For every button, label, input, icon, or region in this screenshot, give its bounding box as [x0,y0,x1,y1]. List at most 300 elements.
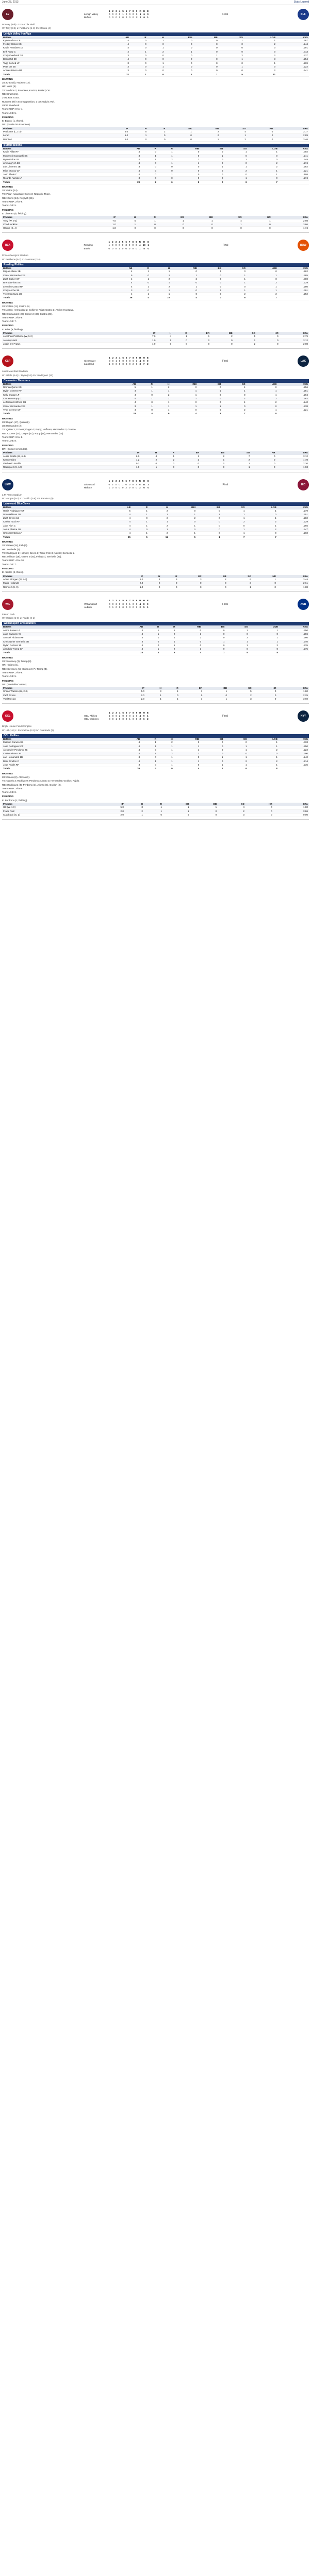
stat-cell: 1 [132,510,149,513]
stat-cell: 1 [174,162,201,165]
stat-cell: 1 [222,289,247,292]
player-name-link[interactable]: Jan Hernandez 1B [2,756,117,759]
pitcher-col-header: Pitchers [2,451,116,454]
player-name-link[interactable]: Mario Hollands [2,582,120,585]
batting-note: GIDP: Overbeck. [2,104,20,107]
inning-runs: 0 [132,247,134,250]
stat-cell: 0 [252,585,277,589]
game-note: Prince George's Stadium [2,254,28,257]
player-name-link[interactable]: Justin De Fratus [2,342,134,346]
stat-cell: 5.0 [121,690,145,693]
stat-col-header: R [137,216,157,219]
stat-cell: 0 [200,752,224,756]
stat-cell: 2 [228,693,253,697]
pitcher-row [2,227,309,230]
player-name-link[interactable]: Chris Serritella LF [2,532,107,535]
stat-cell: 2 [149,532,169,535]
errors-total: 2 [147,718,149,721]
home-team-name[interactable]: GCL Yankees [84,718,99,721]
player-name-link[interactable]: Darin Ruf DH [2,58,105,61]
home-team-logo: BOW [298,240,309,251]
stat-cell: 0 [165,61,193,65]
stat-col-header: AVG [277,506,309,509]
player-name-link[interactable]: Jose Pujols RF [2,764,117,767]
linescore-total-header: H [143,356,145,359]
stat-cell: 8 [160,651,176,655]
home-linescore-row [83,363,150,366]
inning-runs: 0 [119,244,120,247]
linescore-total-header: R [139,240,141,243]
stat-cell: 35 [107,535,132,539]
stat-cell: 0 [193,50,219,54]
home-team-name[interactable]: Auburn [84,605,92,608]
stat-cell: 0 [165,43,193,46]
player-name-link[interactable]: Ricardo Nanita LF [2,177,117,180]
batter-row [2,39,309,43]
stat-cell: 2 [248,165,279,169]
player-name-link[interactable]: Carlos Tocci RF [2,520,107,524]
stat-col-header: H [148,36,165,39]
linescore-total-header: E [148,240,150,243]
player-name-link[interactable]: Cesar Hernandez 2B [2,274,109,277]
stat-cell: 0 [148,69,165,73]
stat-cell: 1 [179,690,204,693]
stat-col-header: BB [200,147,224,150]
inning-number: 4 [119,480,120,483]
away-team-logo: CLR [2,355,13,367]
player-name-link[interactable]: Erik Kratz C [2,50,105,54]
stat-cell: 1 [248,764,279,767]
stat-cell: 1 [221,528,246,532]
stat-cell: 32 [105,73,130,76]
batter-row [2,50,309,54]
inning-runs: 0 [109,718,110,721]
stat-cell: 4 [117,162,141,165]
team-header[interactable]: Reading Phillies [2,263,309,267]
stat-cell: 0 [193,65,219,69]
stat-cell: 1 [149,528,169,532]
player-name-link[interactable]: Tony (W, 3-1) [2,219,89,223]
player-name-link[interactable]: Jiandido Tromp CF [2,648,121,651]
linescore-total-header: H [143,599,145,602]
stat-col-header: SO [218,803,245,806]
player-name-link[interactable]: Leandro Castro RF [2,285,109,289]
stat-cell: 0 [219,46,244,50]
stat-cell: 1 [247,274,278,277]
stat-cell: .241 [279,154,309,158]
player-name-link[interactable]: Brenda Frias SS [2,281,109,285]
stat-col-header: ERA [273,803,309,806]
stat-col-header: IP [121,687,145,690]
stat-cell: 0 [198,285,222,289]
stat-col-header: IP [97,803,125,806]
player-name-link[interactable]: Jake Fish C [2,524,107,528]
stat-cell: 0 [253,690,277,693]
player-name-link[interactable]: Samuel Hiciano RF [2,636,121,640]
stat-cell: 0 [251,458,276,462]
stat-cell: 0 [165,65,193,69]
stat-cell: 2 [244,69,276,73]
runs-total: 2 [139,605,141,608]
stat-cell: 0 [190,809,218,813]
player-name-link[interactable]: Cody Overbeck 3B [2,54,105,58]
away-team-name[interactable]: Williamsport [84,602,97,605]
stat-cell: 3 [218,813,245,817]
stat-cell: 1.88 [277,585,309,589]
stat-col-header: H [149,506,169,509]
totals-label: Totals [2,73,105,76]
inning-runs: 2 [125,360,127,363]
home-team-name[interactable]: Lakeland [84,363,94,366]
game-divider [2,819,309,820]
stat-cell: 0 [193,39,219,43]
player-name-link[interactable]: Cameron Rupp C [2,397,112,401]
batter-row [2,397,309,401]
stat-col-header: HR [253,687,277,690]
stat-cell: 1 [174,759,201,763]
game-block [2,708,309,820]
batter-row [2,65,309,69]
inning-number: 8 [132,240,134,243]
stat-cell: 0 [174,165,201,169]
stat-cell: 0 [222,393,246,397]
batting-totals-row [2,767,309,771]
game-note: L.P. Frans Stadium [2,493,22,496]
stat-cell: .252 [278,293,309,296]
stat-cell: 1 [163,806,190,809]
stat-col-header: HR [251,451,276,454]
stat-cell: 1 [222,386,246,389]
stat-cell: 0 [197,510,221,513]
player-name-link[interactable]: Frank Ruiz [2,809,97,813]
stat-cell: 9 [157,767,174,771]
stat-cell: 0 [202,636,225,640]
inning-runs: 0 [109,360,110,363]
player-name-link[interactable]: Kenny Giles [2,458,116,462]
player-name-link[interactable]: Lisalverto Bonilla [2,462,116,466]
fielding-section-title: FIELDING [2,568,14,571]
linescore-table [83,480,150,489]
player-name-link[interactable]: Adam Morgan (W, 5-3) [2,578,120,582]
pitching-table [2,216,309,230]
batting-note: Team RISP: 2-for-6. [2,671,23,674]
stat-col-header: BB [203,687,228,690]
player-name-link[interactable]: Zach Green 1B [2,517,107,520]
stat-cell: 4 [109,270,133,274]
player-name-link[interactable]: Zach Collier CF [2,277,109,281]
stat-cell: 0 [222,404,246,408]
hits-total: 10 [142,244,146,247]
errors-total: 2 [147,363,149,366]
stat-cell: 0 [245,806,273,809]
stat-cell: 0 [193,69,219,73]
stat-cell: 0 [141,150,157,154]
player-name-link[interactable]: Troy Hanzawa 1B [2,293,109,296]
stat-cell: 4 [112,401,137,404]
player-name-link[interactable]: Andres Blanco RF [2,69,105,73]
player-name-link[interactable]: Roman Quinn SS [2,386,112,389]
team-header[interactable]: GCL Phillies [2,734,309,738]
player-name-link[interactable]: Ramirez (S, 9) [2,585,120,589]
stat-cell: 2 [149,510,169,513]
stat-col-header: AB [109,267,133,270]
player-name-link[interactable]: Tyler Greene CF [2,408,112,412]
stat-cell: 1 [157,219,185,223]
away-team-name[interactable]: Clearwater [84,360,96,363]
game-note: Bright House Field Complex [2,725,32,728]
away-team-name[interactable]: Lakewood [84,483,95,486]
team-header[interactable]: Lakewood BlueClaws [2,502,309,506]
stat-cell: .229 [277,520,309,524]
player-name-link[interactable]: Hill (W, 1-0) [2,806,97,809]
stat-cell: 2 [222,397,246,401]
stat-col-header: SO [228,687,253,690]
player-name-link[interactable]: Jose Rodriguez CF [2,744,117,748]
player-name-link[interactable]: Jeremy Horst [2,338,134,342]
stat-cell: 0 [174,150,201,154]
stat-cell: 1 [222,389,246,393]
player-name-link[interactable]: Kevin Frandsen 1B [2,46,105,50]
player-name-link[interactable]: Ryan Goins 2B [2,158,117,161]
fielding-section-title: FIELDING [2,680,14,683]
pitcher-row [2,809,309,813]
stat-cell: 0 [256,335,280,338]
stat-cell: 1 [156,338,172,342]
player-name-link[interactable]: Freddy Galvis SS [2,43,105,46]
inning-number: 8 [132,480,134,483]
inning-runs: 2 [125,486,127,489]
stat-cell: 1 [132,513,149,516]
team-header[interactable]: Buffalo Bisons [2,144,309,147]
stat-cell: 1 [154,389,171,393]
player-name-link[interactable]: Pettibone (L, 1-3) [2,130,103,134]
stat-cell: 4 [112,408,137,412]
inning-runs: 0 [133,605,134,608]
batting-note: RBI: Goins (24), Negrych (31). [2,196,35,199]
player-name-link[interactable]: Jake Sweaney C [2,633,121,636]
runs-total: 3 [139,363,141,366]
stat-cell: 2 [171,277,198,281]
hits-total: 5 [143,605,145,608]
stat-cell: .256 [277,386,309,389]
batting-note: 2B: Goins (14). [2,189,18,192]
stat-cell: 1 [170,389,198,393]
stat-cell: 0 [245,813,273,817]
stat-cell: 1 [141,752,157,756]
player-name-link[interactable]: Ramirez [2,138,103,141]
player-name-link[interactable]: Jesse Biddle (W, 6-4) [2,455,116,459]
stat-cell: 1 [245,524,277,528]
stats-legend-link[interactable]: Stats Legend [293,1,309,4]
player-name-link[interactable]: Miguel Abreu 2B [2,270,109,274]
away-team-logo: GCL [2,710,13,722]
inning-runs: 1 [129,718,131,721]
batting-note: HR: Hiciano (1). [2,664,19,667]
player-name-link[interactable]: Lerud [2,134,103,138]
stat-cell: 1 [137,386,154,389]
player-name-link[interactable]: Aaron Brown LF [2,629,121,633]
stat-cell: 1 [157,748,174,752]
player-name-link[interactable]: Dylan Cozens 1B [2,643,121,647]
stat-cell: 8 [248,767,279,771]
stat-cell: 1 [141,154,157,158]
player-name-link[interactable]: Jesus Alastre 2B [2,528,107,532]
game-note: Norway (Bal) - Coca-Cola Field [2,23,35,26]
inning-number: 3 [116,599,117,602]
stat-cell: 0 [176,629,202,633]
player-name-link[interactable]: Kelly Dugan LF [2,393,112,397]
batting-totals-row [2,296,309,300]
player-name-link[interactable]: Osuna (S, 4) [2,227,89,230]
stat-col-header: AB [107,506,132,509]
pitcher-row [2,455,309,459]
player-name-link[interactable]: Kevin Pillar RF [2,150,117,154]
player-name-link[interactable]: Josh Thole C [2,173,117,176]
errors-total: 1 [148,244,149,247]
stat-cell: 1 [179,698,204,701]
inning-number: 8 [133,711,134,714]
stat-cell: 4 [137,412,154,416]
stat-cell: 1 [222,274,247,277]
player-name-link[interactable]: Rodriguez (S, 12) [2,466,116,469]
home-team-name[interactable]: Buffalo [84,16,92,19]
stat-cell: 1 [175,455,200,459]
player-name-link[interactable]: Munenori Kawasaki SS [2,154,117,158]
stat-col-header: LOB [247,267,278,270]
stat-cell: 0 [198,393,222,397]
inning-number: 2 [112,711,114,714]
batting-note: RBI: Sweaney (5), Hiciano 2 (7), Tromp (4). [2,667,48,670]
stat-col-header: H [157,147,174,150]
stat-cell: 0 [161,585,178,589]
stat-cell: 4 [121,643,144,647]
stat-cell: 1 [249,640,279,643]
inning-runs: 0 [112,486,113,489]
player-name-link[interactable]: Pete Orr 2B [2,65,105,69]
batter-row [2,643,309,647]
stat-cell: 0.1 [116,462,140,466]
batter-col-header: Batters [2,147,117,150]
stat-cell: 0 [185,223,214,226]
scoreboard [2,596,309,613]
player-name-link[interactable]: Jim Negrych 3B [2,162,117,165]
player-name-link[interactable]: Cuadrado (S, 2) [2,813,97,817]
stat-cell: 0 [144,585,161,589]
away-team-name[interactable]: Lehigh Valley [84,12,99,15]
home-team-name[interactable]: Bowie [84,247,91,250]
player-name-link[interactable]: Carlos Alonso 3B [2,752,117,756]
stat-cell: 4 [117,169,141,173]
stat-cell: 0 [193,43,219,46]
inning-runs: 0 [122,486,124,489]
stat-cell: 1 [170,397,198,401]
stat-cell: 1 [150,270,171,274]
stat-cell: 0 [163,813,190,817]
away-linescore-row [83,483,150,486]
player-name-link[interactable]: Christopher Serritella 3B [2,640,121,643]
inning-number: 6 [125,9,127,12]
player-name-link[interactable]: Mike McCoy CF [2,169,117,173]
batter-row [2,46,309,50]
inning-number: 3 [116,9,117,12]
page [2,0,309,824]
away-team-name[interactable]: Reading [84,244,93,247]
home-team-name[interactable]: Hickory [84,486,92,489]
fielding-section-title: FIELDING [2,116,14,119]
inning-number: 5 [122,711,124,714]
batting-section-title: BATTING [2,540,13,544]
stat-cell: 0 [245,513,277,516]
player-name-link[interactable]: Jefferson Hoffman 1B [2,401,112,404]
stat-cell: 1 [163,809,190,813]
hits-total: 9 [143,715,145,718]
stat-cell: 0 [193,46,219,50]
stat-cell: 1 [137,397,154,401]
player-name-link[interactable]: Cody Asche 3B [2,289,109,292]
player-name-link[interactable]: Drew Hillman 3B [2,513,107,516]
scoreboard [2,477,309,493]
player-name-link[interactable]: Shane Watson (W, 2-0) [2,690,121,693]
player-name-link[interactable]: Chad Jenkins [2,223,89,226]
player-name-link[interactable]: Deivi Grullon C [2,759,117,763]
game-status: Final [222,12,228,16]
player-name-link[interactable]: Malquin Canelo SS [2,741,117,744]
inning-runs: 0 [132,244,134,247]
player-name-link[interactable]: Herlis Rodriguez CF [2,510,107,513]
stat-col-header: LOB [244,36,276,39]
batting-table [2,506,309,539]
batter-row [2,520,309,524]
inning-runs: 1 [109,715,110,718]
batting-note: 2B: Canelo (2), Alonso (3). [2,775,30,778]
away-team-name[interactable]: GCL Phillies [84,715,97,718]
stat-col-header: R [162,687,179,690]
inning-runs: 0 [112,244,113,247]
player-name-link[interactable]: Tagg Bozied LF [2,61,105,65]
team-header[interactable]: Lehigh Valley IronPigs [2,32,309,36]
player-name-link[interactable]: Cesar Hernandez 3B [2,404,112,408]
player-name-link[interactable]: Yoel Mecias [2,698,121,701]
player-name-link[interactable]: Luis Jimenez 1B [2,165,117,169]
batting-note: Team RISP: 4-for-10. [2,559,25,562]
player-name-link[interactable]: Jonathan Pettibone (W, 5-2) [2,335,134,338]
inning-runs: 0 [125,12,127,15]
team-header[interactable]: Clearwater Threshers [2,379,309,383]
stat-cell: 1 [224,748,248,752]
inning-runs: 1 [112,605,114,608]
stat-cell: 1 [144,633,160,636]
inning-runs: 0 [129,360,131,363]
stat-cell: 1 [148,61,165,65]
player-name-link[interactable]: Dylan Cozens RF [2,389,112,393]
stat-cell: 1 [148,46,165,50]
player-name-link[interactable]: Zach Green [2,693,121,697]
stat-cell: 23 [121,651,144,655]
game-block [2,353,309,472]
stat-cell: 0 [200,150,224,154]
stat-col-header: BB [193,36,219,39]
team-header[interactable]: Williamsport Crosscutters [2,622,309,625]
game-note: W: Hill (1-0) L: Rumbelow (0-2) SV: Cuadrado (2) [2,728,54,732]
pitching-table [2,803,309,817]
stat-col-header: RBI [174,738,201,741]
stat-cell: 1 [154,401,171,404]
player-name-link[interactable]: Kyle Hudson CF [2,39,105,43]
stat-col-header: HR [247,127,274,130]
player-name-link[interactable]: Alexander Perdomo 2B [2,748,117,752]
stat-cell: 1 [225,643,249,647]
stat-col-header: R [158,451,175,454]
